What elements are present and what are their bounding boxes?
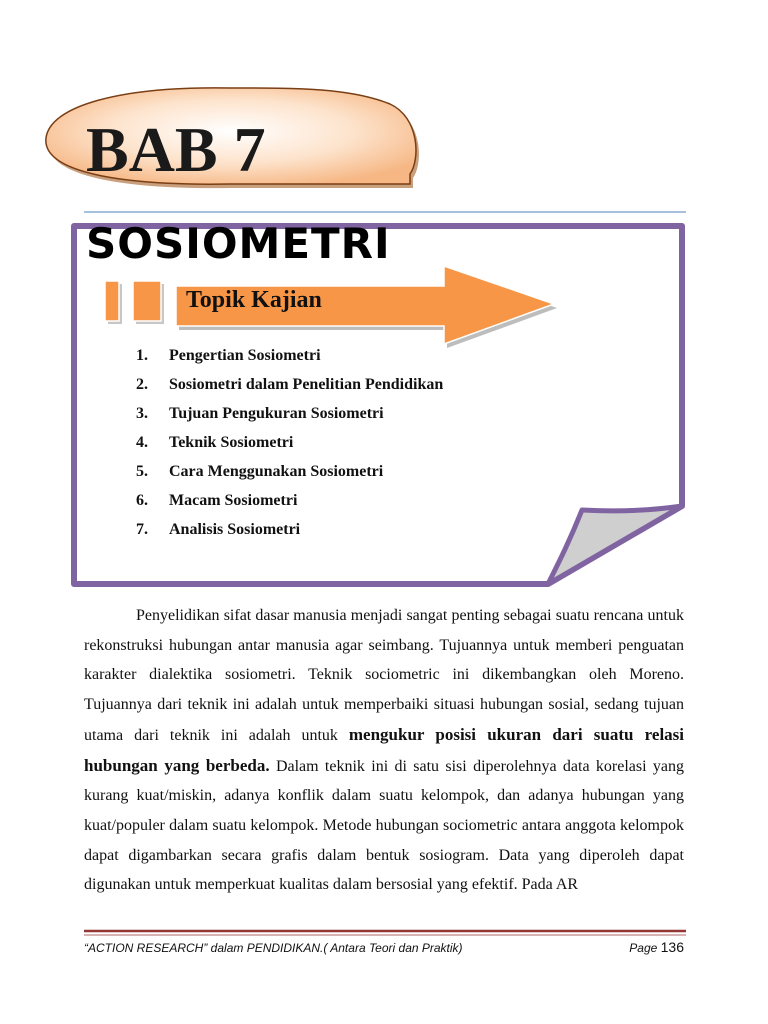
topic-item-number: 5.	[136, 463, 148, 480]
topic-item	[136, 515, 443, 544]
topic-item	[136, 399, 443, 428]
topic-item-number: 3.	[136, 405, 148, 422]
topic-list	[136, 341, 443, 544]
body-text-emphasis: mengukur posisi ukuran dari suatu relasi hubungan yang berbeda.	[84, 724, 685, 775]
topic-item-number: 7.	[136, 521, 148, 538]
topic-item	[136, 486, 443, 515]
chapter-number: BAB 7	[86, 114, 266, 185]
topic-item-text: Teknik Sosiometri	[169, 434, 294, 451]
topic-item-text: Sosiometri dalam Penelitian Pendidikan	[169, 376, 444, 393]
topic-item-number: 1.	[136, 347, 148, 364]
topic-item	[136, 457, 443, 486]
body-text-part2: Dalam teknik ini di satu sisi diperolehnya data korelasi yang kurang kuat/miskin, adanya konflik dalam suatu kelompok, dan adanya hubungan yang kuat/populer dalam suatu kelompok. Metode hubungan sociometric antara anggota kelompok dapat digambarkan secara grafis dalam bentuk sosiogram. Data yang diperoleh dapat digunakan untuk memperkuat kualitas dalam bersosial yang efektif. Pada AR	[84, 757, 684, 894]
topic-item-text: Tujuan Pengukuran Sosiometri	[169, 405, 384, 422]
topic-item-text: Macam Sosiometri	[169, 492, 298, 509]
topic-item-number: 6.	[136, 492, 148, 509]
footer-page-label: Page	[629, 941, 658, 955]
body-text-part1: Penyelidikan sifat dasar manusia menjadi sangat penting sebagai suatu rencana untuk rekonstruksi hubungan antar manusia agar seimbang. Tujuannya untuk memberi penguatan karakter dialektika sosiometri. Teknik sociometric ini dikembangkan oleh Moreno. Tujuannya dari teknik ini adalah untuk memperbaiki situasi hubungan sosial, sedang tujuan utama dari teknik ini adalah untuk	[84, 607, 684, 744]
body-paragraph	[84, 601, 684, 900]
topic-item-text: Cara Menggunakan Sosiometri	[169, 463, 384, 480]
topic-item	[136, 370, 443, 399]
footer-rule	[84, 931, 686, 935]
topic-item-number: 2.	[136, 376, 148, 393]
chapter-title: SOSIOMETRI	[86, 219, 391, 268]
topic-heading: Topik Kajian	[186, 287, 322, 313]
topic-item	[136, 341, 443, 370]
footer-page-number: 136	[660, 939, 684, 955]
topic-item	[136, 428, 443, 457]
topic-item-text: Analisis Sosiometri	[169, 521, 301, 538]
footer-page	[629, 937, 684, 958]
topic-item-text: Pengertian Sosiometri	[169, 347, 321, 364]
topic-item-number: 4.	[136, 434, 148, 451]
footer-book-title: “ACTION RESEARCH” dalam PENDIDIKAN.( Antara Teori dan Praktik)	[84, 941, 463, 955]
topic-bars-icon	[105, 281, 164, 324]
